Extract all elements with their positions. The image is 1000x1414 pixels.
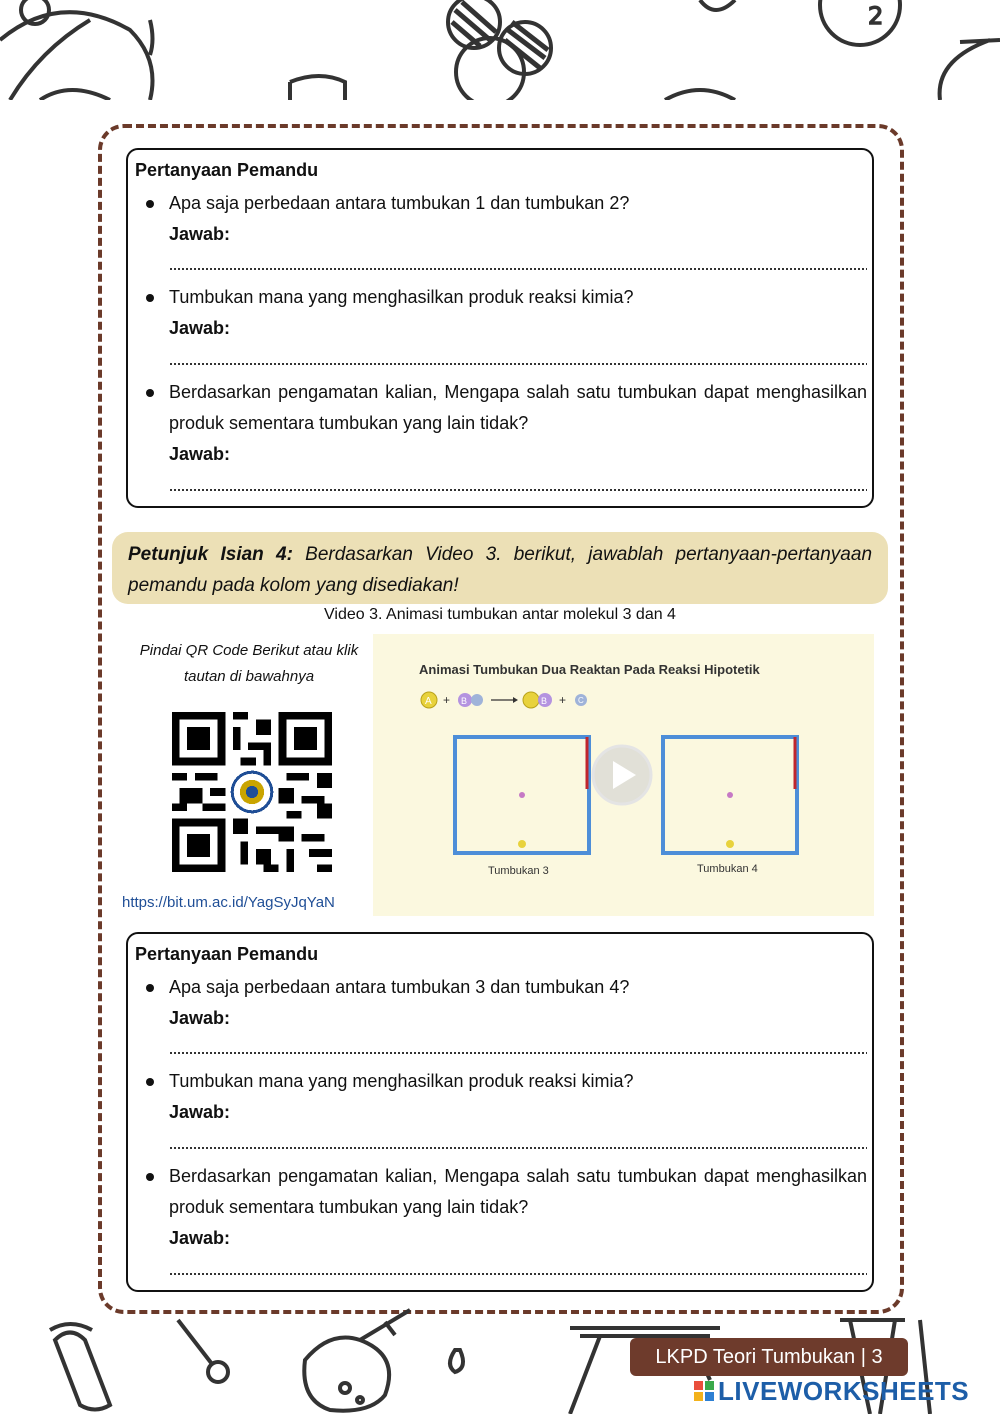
answer-field-3[interactable] xyxy=(169,1272,867,1276)
brand-mark-icon xyxy=(694,1381,714,1401)
play-icon[interactable] xyxy=(593,746,651,804)
video-title: Animasi Tumbukan Dua Reaktan Pada Reaksi Hipotetik xyxy=(419,662,760,677)
instruction-banner xyxy=(112,532,888,604)
bullet xyxy=(146,294,154,302)
video-caption: Video 3. Animasi tumbukan antar molekul 3 dan 4 xyxy=(324,606,676,623)
answer-field-1[interactable] xyxy=(169,267,867,271)
answer-field-2[interactable] xyxy=(169,362,867,366)
guide-questions-title: Pertanyaan Pemandu xyxy=(135,944,319,964)
atom-a-label: A xyxy=(425,696,432,707)
qr-code-icon[interactable] xyxy=(172,712,332,872)
guide-questions-box-2 xyxy=(126,932,874,1292)
instruction-text: Berdasarkan Video 3. berikut, jawablah pertanyaan-pertanyaan pemandu pada kolom yang disediakan! xyxy=(128,544,873,596)
question-1: Apa saja perbedaan antara tumbukan 1 dan tumbukan 2? xyxy=(169,193,630,213)
brand-text: LIVEWORKSHEETS xyxy=(718,1376,970,1406)
answer-field-2[interactable] xyxy=(169,1146,867,1150)
plus-sign: + xyxy=(559,693,567,707)
plus-sign: + xyxy=(443,693,451,707)
question-2: Tumbukan mana yang menghasilkan produk reaksi kimia? xyxy=(169,287,634,307)
question-3: Berdasarkan pengamatan kalian, Mengapa salah satu tumbukan dapat menghasilkan produk sementara tumbukan yang lain tidak? xyxy=(169,382,867,433)
guide-questions-title: Pertanyaan Pemandu xyxy=(135,160,319,180)
bullet xyxy=(146,1078,154,1086)
answer-label: Jawab: xyxy=(169,1102,231,1122)
answer-label: Jawab: xyxy=(169,224,231,244)
question-3: Berdasarkan pengamatan kalian, Mengapa salah satu tumbukan dapat menghasilkan produk sementara tumbukan yang lain tidak? xyxy=(169,1166,867,1217)
qr-instruction: Pindai QR Code Berikut atau klik tautan di bawahnya xyxy=(139,642,359,685)
atom-c-icon xyxy=(471,694,483,706)
atom-a-icon xyxy=(523,692,539,708)
answer-field-3[interactable] xyxy=(169,488,867,492)
guide-questions-box-1 xyxy=(126,148,874,508)
video-thumbnail xyxy=(373,634,874,916)
answer-label: Jawab: xyxy=(169,1008,231,1028)
answer-label: Jawab: xyxy=(169,444,231,464)
video-link[interactable]: https://bit.um.ac.id/YagSyJqYaN xyxy=(122,894,335,911)
answer-label: Jawab: xyxy=(169,318,231,338)
answer-label: Jawab: xyxy=(169,1228,231,1248)
bullet xyxy=(146,389,154,397)
bullet xyxy=(146,200,154,208)
page-label: LKPD Teori Tumbukan | 3 xyxy=(630,1338,908,1376)
atom-b-label: B xyxy=(461,696,468,706)
instruction-label: Petunjuk Isian 4: xyxy=(128,544,293,565)
bullet xyxy=(146,1173,154,1181)
question-2: Tumbukan mana yang menghasilkan produk reaksi kimia? xyxy=(169,1071,634,1091)
atom-b-label: B xyxy=(541,696,548,706)
collision-label-left: Tumbukan 3 xyxy=(488,865,549,877)
bullet xyxy=(146,984,154,992)
collision-label-right: Tumbukan 4 xyxy=(697,863,758,875)
top-decoration xyxy=(0,0,1000,100)
svg-text:2: 2 xyxy=(868,2,884,30)
answer-field-1[interactable] xyxy=(169,1051,867,1055)
video-player[interactable] xyxy=(373,634,874,916)
question-1: Apa saja perbedaan antara tumbukan 3 dan tumbukan 4? xyxy=(169,977,630,997)
atom-c-label: C xyxy=(578,696,584,705)
